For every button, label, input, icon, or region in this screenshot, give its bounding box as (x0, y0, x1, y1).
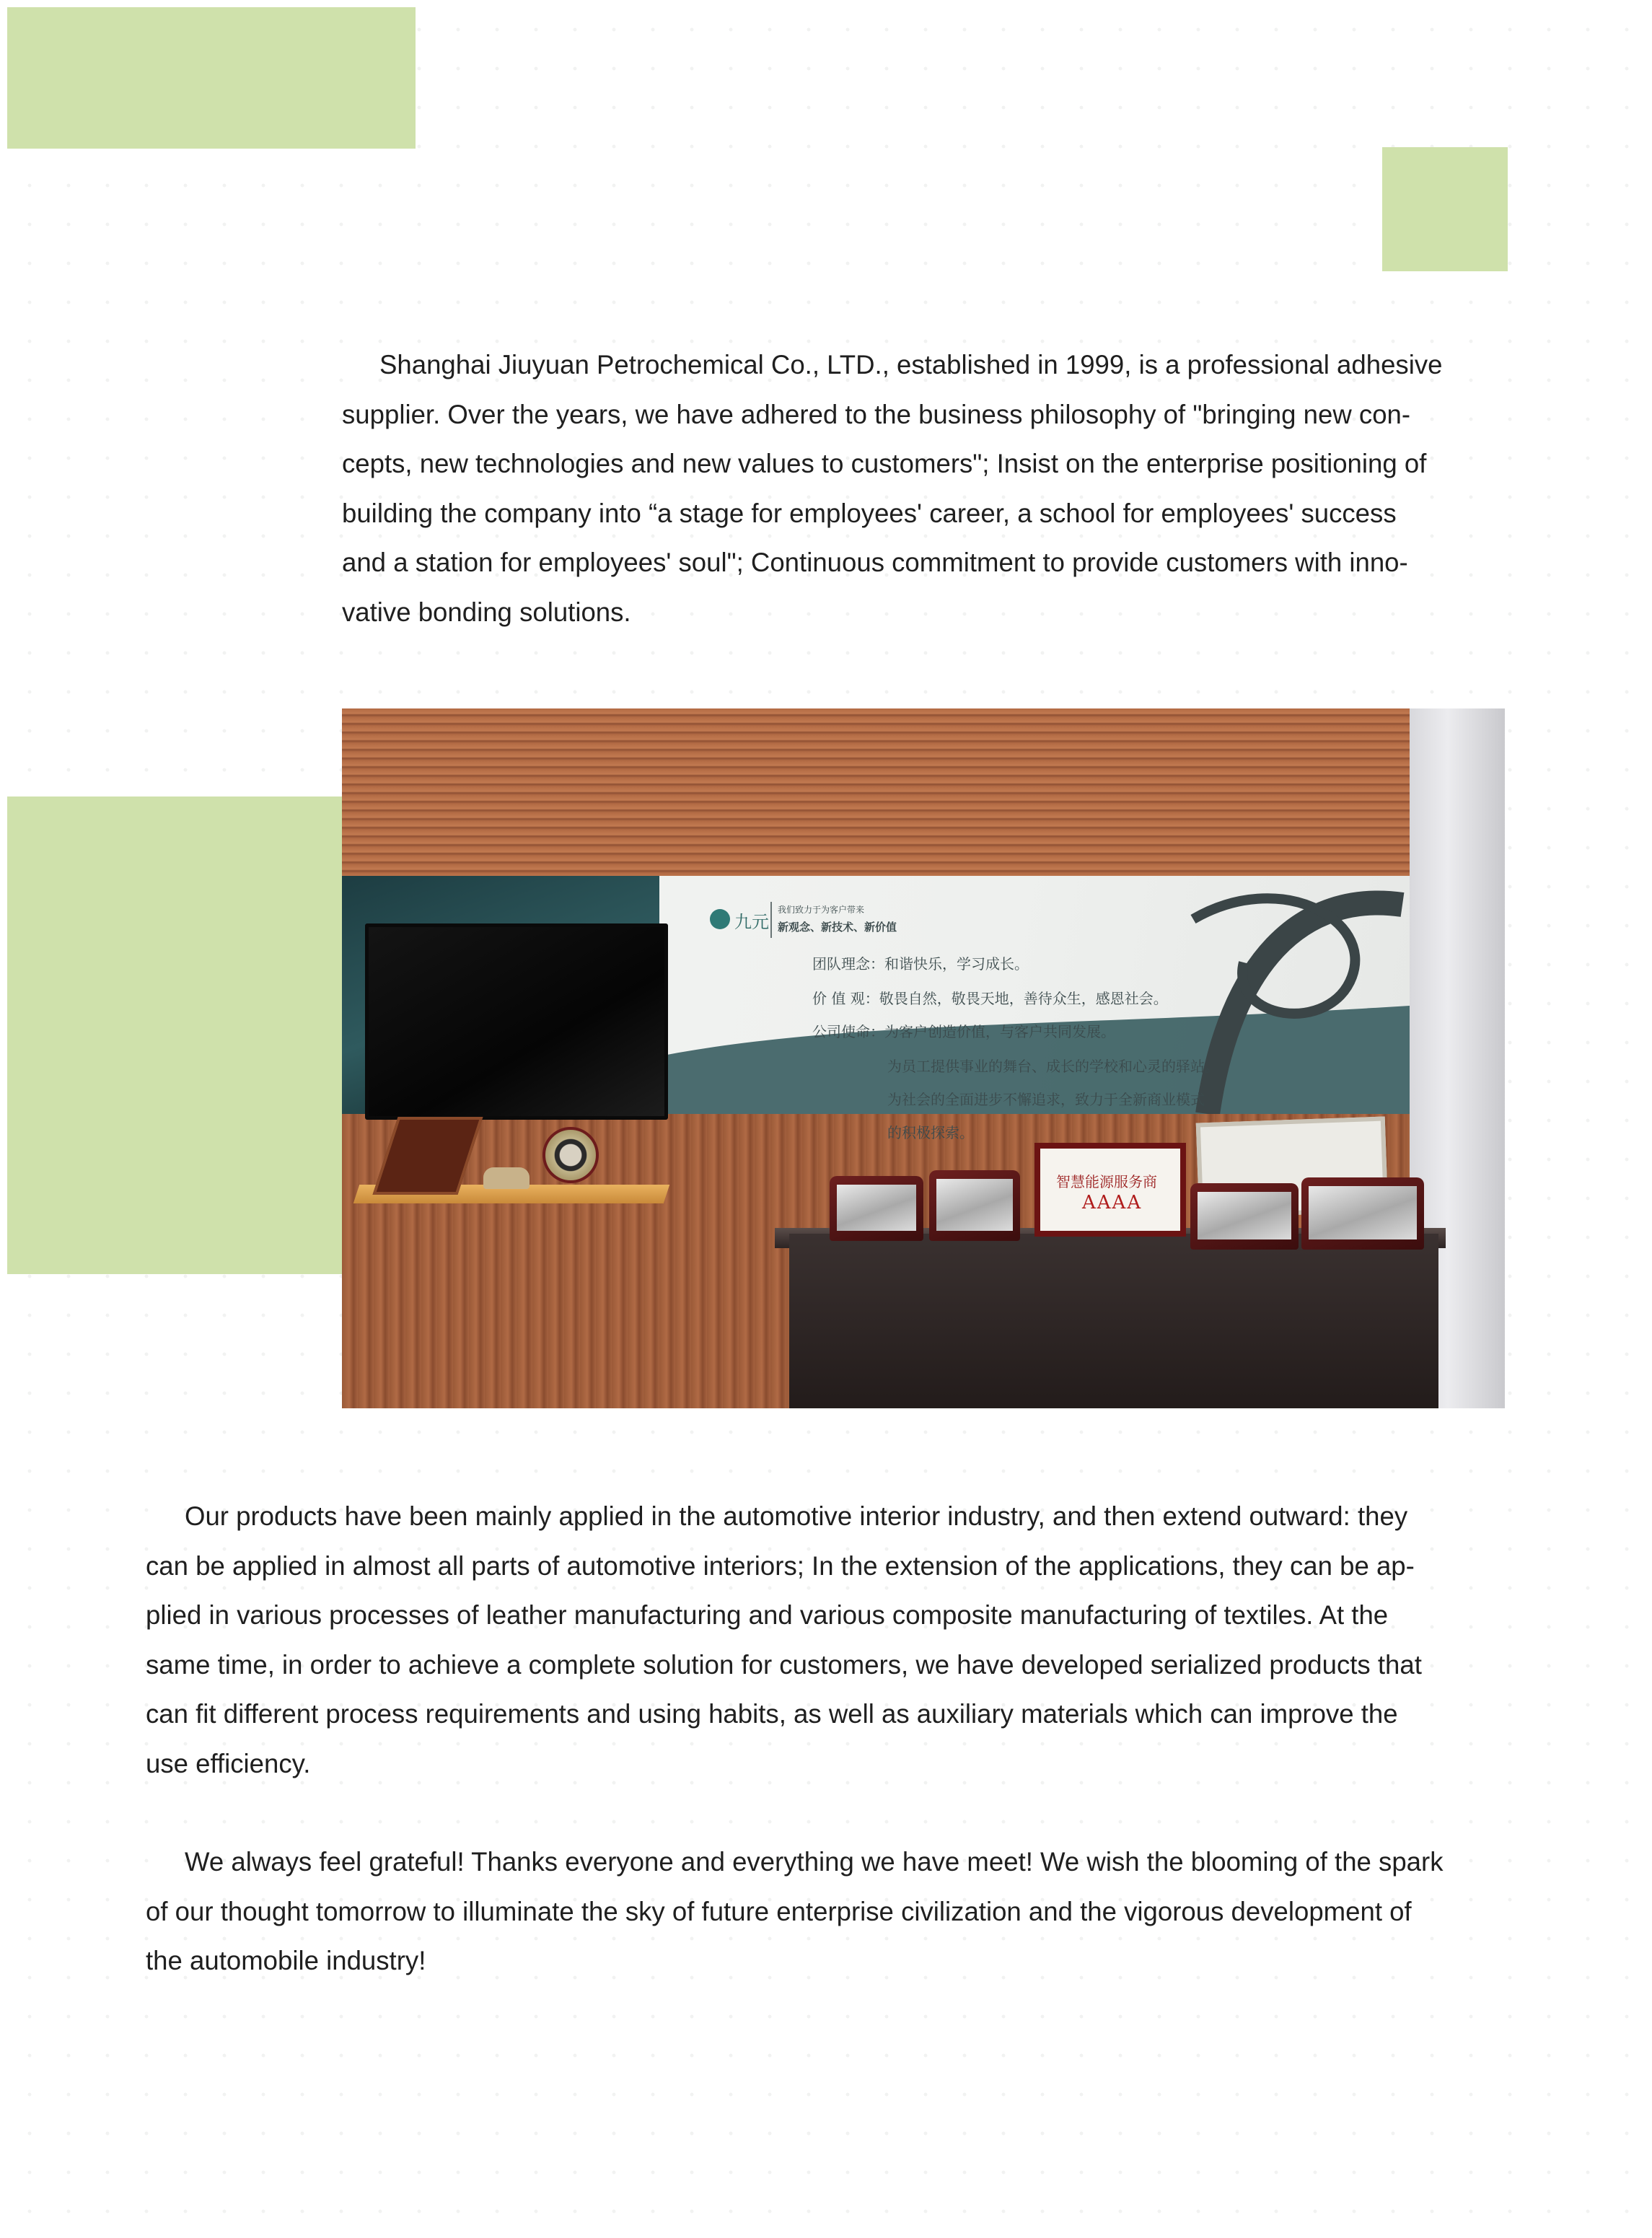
products-line: use efficiency. (146, 1748, 311, 1778)
closing-line: of our thought tomorrow to illuminate the sky of future enterprise civilization and the vigorous development of (146, 1896, 1412, 1926)
award-trophy-dial (542, 1127, 599, 1183)
wall-logo-mark (710, 909, 730, 929)
award-figurine (483, 1167, 530, 1189)
products-line: can fit different process requirements and using habits, as well as auxiliary materials which can improve the (146, 1699, 1398, 1729)
wall-line: 公司使命：为客户创造价值，与客户共同发展。 (812, 1023, 1115, 1040)
certificate-frame (1034, 1143, 1186, 1237)
wall-slogan: 我们致力于为客户带来 (778, 905, 865, 915)
closing-line: the automobile industry! (146, 1946, 426, 1975)
cabinet (789, 1234, 1438, 1408)
wood-slat-ceiling (342, 708, 1410, 882)
products-line: plied in various processes of leather manufacturing and various composite manufacturing of textiles. At the (146, 1600, 1389, 1630)
award-plaque (830, 1176, 923, 1241)
wall-line: 价 值 观：敬畏自然，敬畏天地，善待众生，感恩社会。 (812, 990, 1168, 1007)
closing-line: We always feel grateful! Thanks everyone and everything we have meet! We wish the blooming of the spark (185, 1847, 1444, 1877)
intro-line: building the company into “a stage for employees' career, a school for employees' success (342, 498, 1397, 528)
intro-line: cepts, new technologies and new values to customers"; Insist on the enterprise positioning of (342, 449, 1427, 478)
office-photo (342, 708, 1505, 1408)
wall-line: 团队理念：和谐快乐，学习成长。 (812, 955, 1029, 973)
closing-paragraph (146, 1838, 1499, 1986)
green-block-top-right (1382, 147, 1508, 271)
products-line: can be applied in almost all parts of automotive interiors; In the extension of the applications, they can be ap- (146, 1550, 1415, 1581)
certificate-grade: AAAA (1082, 1192, 1143, 1214)
intro-line: vative bonding solutions. (342, 597, 631, 627)
wall-line: 为社会的全面进步不懈追求，致力于全新商业模式 (887, 1091, 1205, 1108)
products-line: same time, in order to achieve a complete solution for customers, we have developed serialized products that (146, 1649, 1422, 1680)
wall-tv (365, 923, 668, 1120)
green-block-middle-left (7, 797, 343, 1274)
certificate-title: 智慧能源服务商 (1056, 1173, 1157, 1190)
intro-line: and a station for employees' soul"; Continuous commitment to provide customers with inno- (342, 548, 1408, 577)
award-plaque (1190, 1183, 1299, 1250)
intro-line: supplier. Over the years, we have adhered to the business philosophy of "bringing new con- (342, 399, 1411, 429)
wall-slogan-values: 新观念、新技术、新价值 (778, 921, 897, 934)
wall-line: 为员工提供事业的舞台、成长的学校和心灵的驿站。 (887, 1058, 1219, 1075)
wall-logo-divider (770, 902, 772, 938)
award-plaque (1301, 1177, 1424, 1250)
products-line: Our products have been mainly applied in the automotive interior industry, and then extend outward: they (185, 1501, 1408, 1531)
products-paragraph (146, 1492, 1492, 1789)
award-plaque (929, 1170, 1020, 1241)
wall-line: 的积极探索。 (887, 1124, 974, 1141)
wall-logo-text: 九元 (734, 912, 769, 932)
green-block-top-left (7, 7, 416, 149)
intro-line: Shanghai Jiuyuan Petrochemical Co., LTD., established in 1999, is a professional adhesive (379, 350, 1443, 379)
intro-paragraph (342, 341, 1490, 637)
